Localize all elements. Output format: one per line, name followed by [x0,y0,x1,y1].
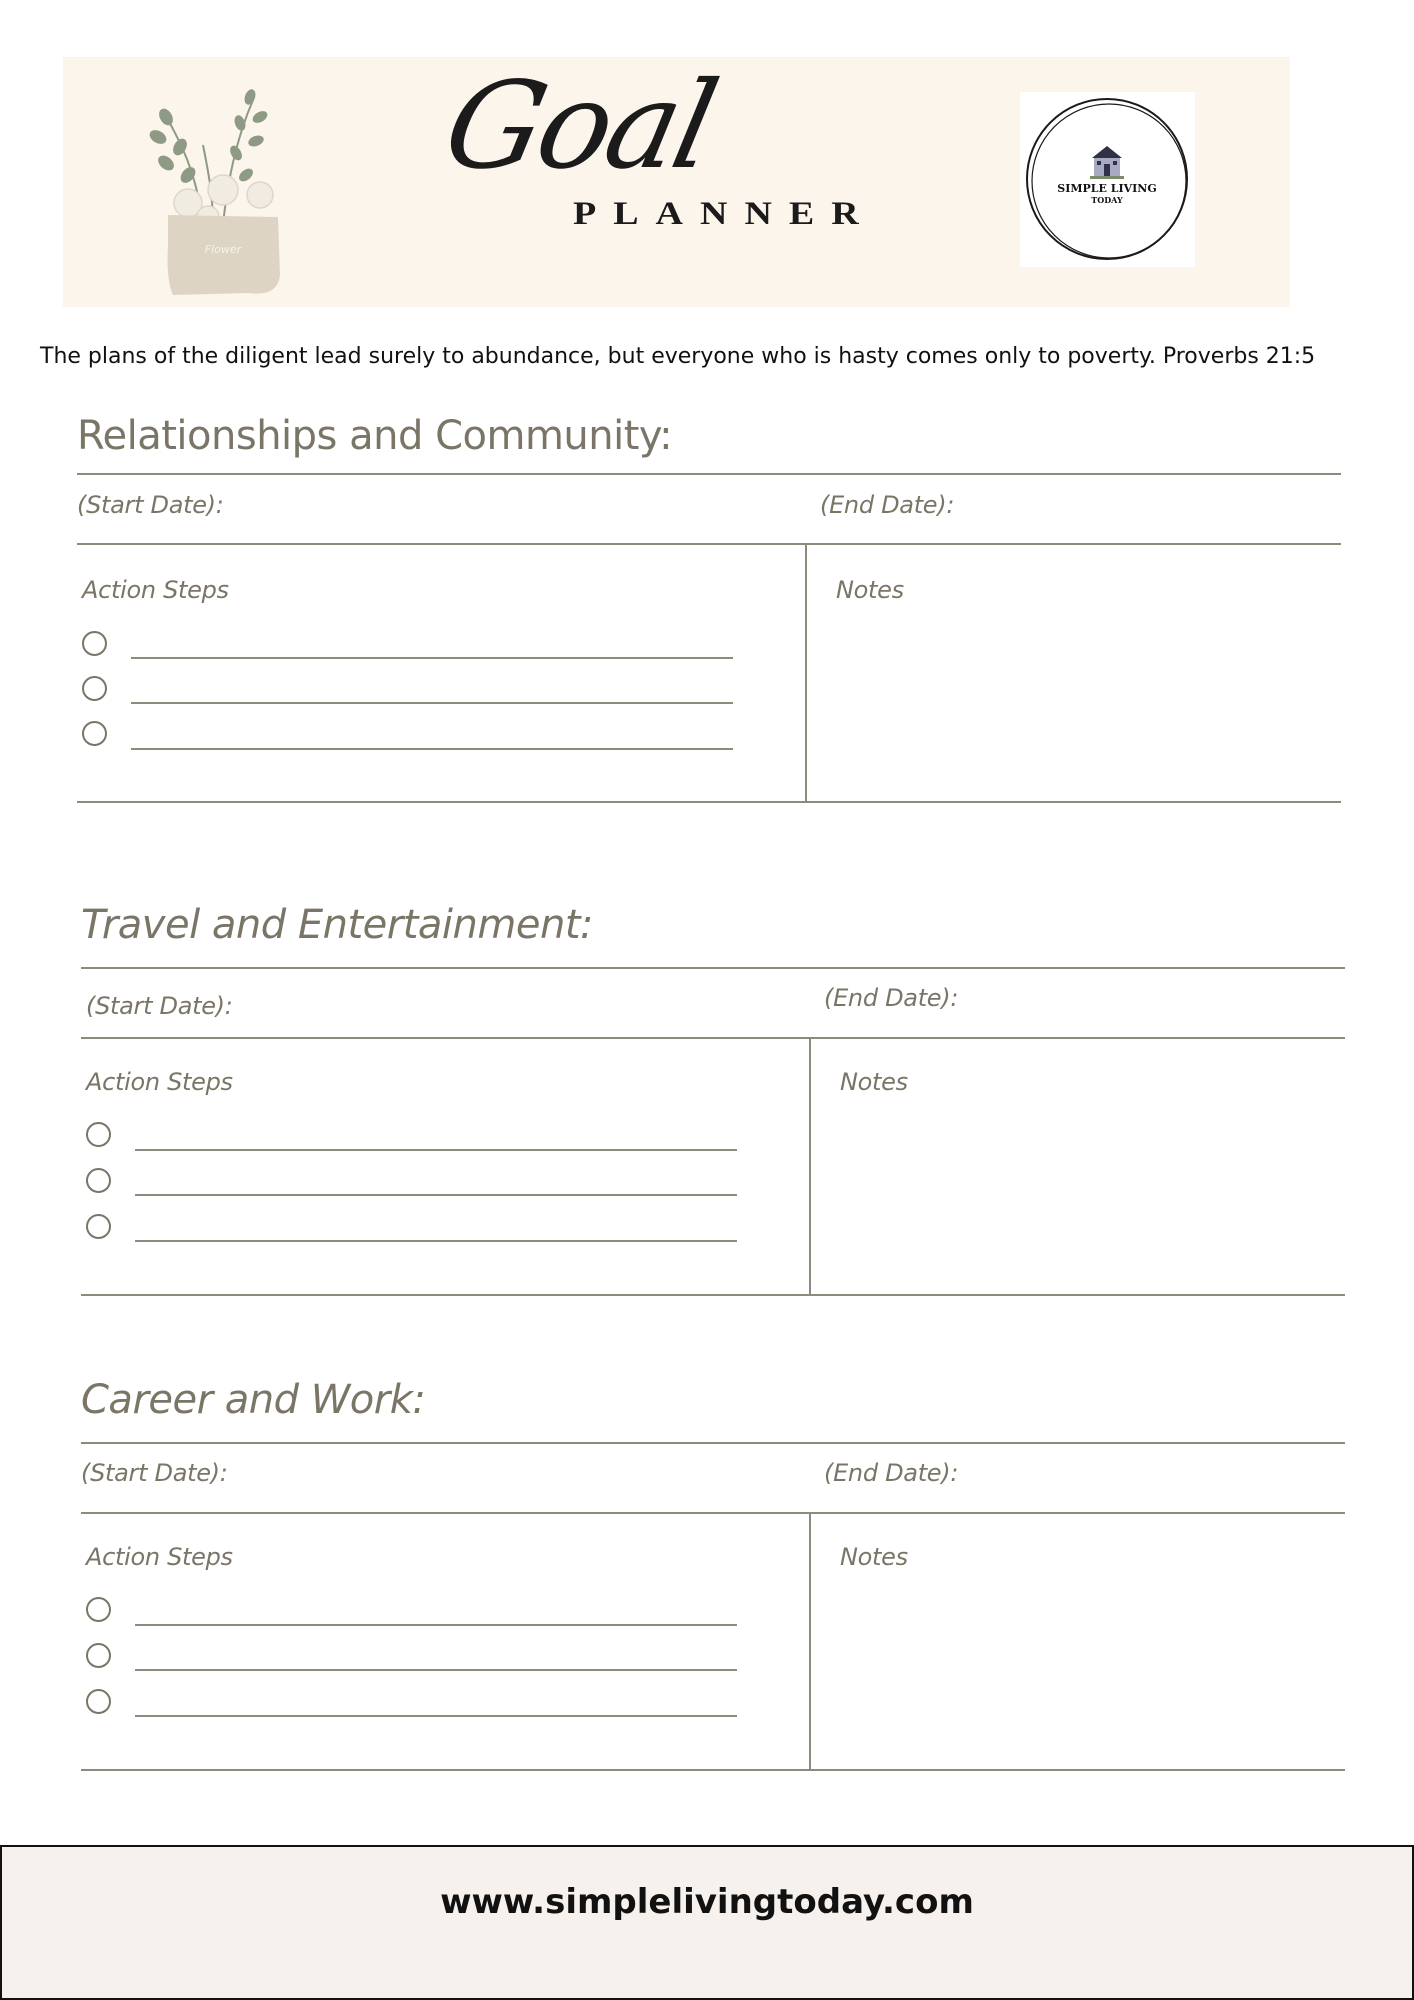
step-input-line[interactable] [135,1240,737,1242]
planner-subtitle: PLANNER [573,196,876,232]
house-icon [1090,146,1124,179]
divider [81,1512,1345,1514]
action-steps-label: Action Steps [82,576,229,604]
logo-line2: TODAY [1091,195,1123,205]
goal-section [81,902,1345,1297]
step-checkbox[interactable] [86,1689,111,1714]
header-banner [63,57,1290,307]
column-divider [809,1513,811,1771]
column-divider [809,1038,811,1296]
step-input-line[interactable] [135,1624,737,1626]
goal-section [77,413,1341,803]
column-divider [805,544,807,802]
notes-label: Notes [836,576,904,604]
action-steps-label: Action Steps [86,1068,233,1096]
step-input-line[interactable] [135,1715,737,1717]
step-checkbox[interactable] [86,1214,111,1239]
step-checkbox[interactable] [86,1643,111,1668]
step-checkbox[interactable] [86,1122,111,1147]
divider [81,1769,1345,1771]
goal-section [81,1377,1345,1772]
start-date-label[interactable]: (Start Date): [81,1459,228,1487]
section-title: Relationships and Community: [77,413,673,459]
logo-line1: SIMPLE LIVING [1057,182,1157,195]
end-date-label[interactable]: (End Date): [824,1459,959,1487]
divider [77,543,1341,545]
divider [81,1294,1345,1296]
divider [81,1442,1345,1444]
action-steps-label: Action Steps [86,1543,233,1571]
step-input-line[interactable] [131,657,733,659]
footer [0,1845,1414,2000]
notes-label: Notes [840,1068,908,1096]
scripture-quote: The plans of the diligent lead surely to abundance, but everyone who is hasty comes only to poverty. Proverbs 21:5 [40,344,1316,369]
divider [77,473,1341,475]
logo [1020,92,1195,267]
section-title: Travel and Entertainment: [81,902,593,948]
divider [81,1037,1345,1039]
step-input-line[interactable] [131,748,733,750]
section-title: Career and Work: [81,1377,426,1423]
end-date-label[interactable]: (End Date): [824,984,959,1012]
divider [81,967,1345,969]
step-checkbox[interactable] [86,1168,111,1193]
step-input-line[interactable] [135,1194,737,1196]
step-input-line[interactable] [135,1669,737,1671]
start-date-label[interactable]: (Start Date): [86,992,233,1020]
notes-label: Notes [840,1543,908,1571]
step-checkbox[interactable] [82,631,107,656]
goal-title: Goal [433,57,725,196]
divider [77,801,1341,803]
step-input-line[interactable] [135,1149,737,1151]
start-date-label[interactable]: (Start Date): [77,491,224,519]
step-checkbox[interactable] [82,721,107,746]
vase-label: Flower [204,243,242,256]
step-checkbox[interactable] [86,1597,111,1622]
step-input-line[interactable] [131,702,733,704]
end-date-label[interactable]: (End Date): [820,491,955,519]
footer-website-link[interactable]: www.simplelivingtoday.com [440,1882,974,1922]
flower-vase-illustration [128,75,328,300]
step-checkbox[interactable] [82,676,107,701]
